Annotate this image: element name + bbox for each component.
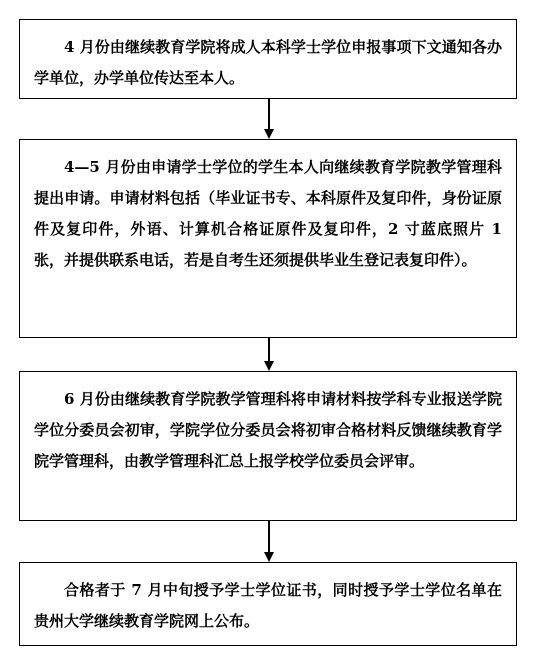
step-1-box	[19, 19, 517, 99]
arrow-down-icon	[264, 99, 274, 139]
arrow-down-icon	[264, 338, 274, 371]
step-4-box	[19, 562, 517, 646]
step-2-box	[19, 139, 517, 338]
step-3-text: 6 月份由继续教育学院教学管理科将申请材料按学科专业报送学院学位分委员会初审，学院学位分委员会将初审合格材料反馈继续教育学院学管理科，由教学管理科汇总上报学校学位委员会评审。	[34, 390, 502, 470]
step-3-box	[19, 371, 517, 521]
step-2-text: 4—5 月份由申请学士学位的学生本人向继续教育学院教学管理科提出申请。申请材料包括（毕业证书专、本科原件及复印件，身份证原件及复印件，外语、计算机合格证原件及复印件，2 寸蓝底照片 1 张，并提供联系电话，若是自考生还须提供毕业生登记表复印件）。	[34, 158, 502, 269]
arrow-down-icon	[264, 521, 274, 562]
step-1-text: 4 月份由继续教育学院将成人本科学士学位申报事项下文通知各办学单位，办学单位传达至本人。	[34, 38, 502, 87]
step-4-text: 合格者于 7 月中旬授予学士学位证书，同时授予学士学位名单在贵州大学继续教育学院网上公布。	[34, 581, 502, 630]
